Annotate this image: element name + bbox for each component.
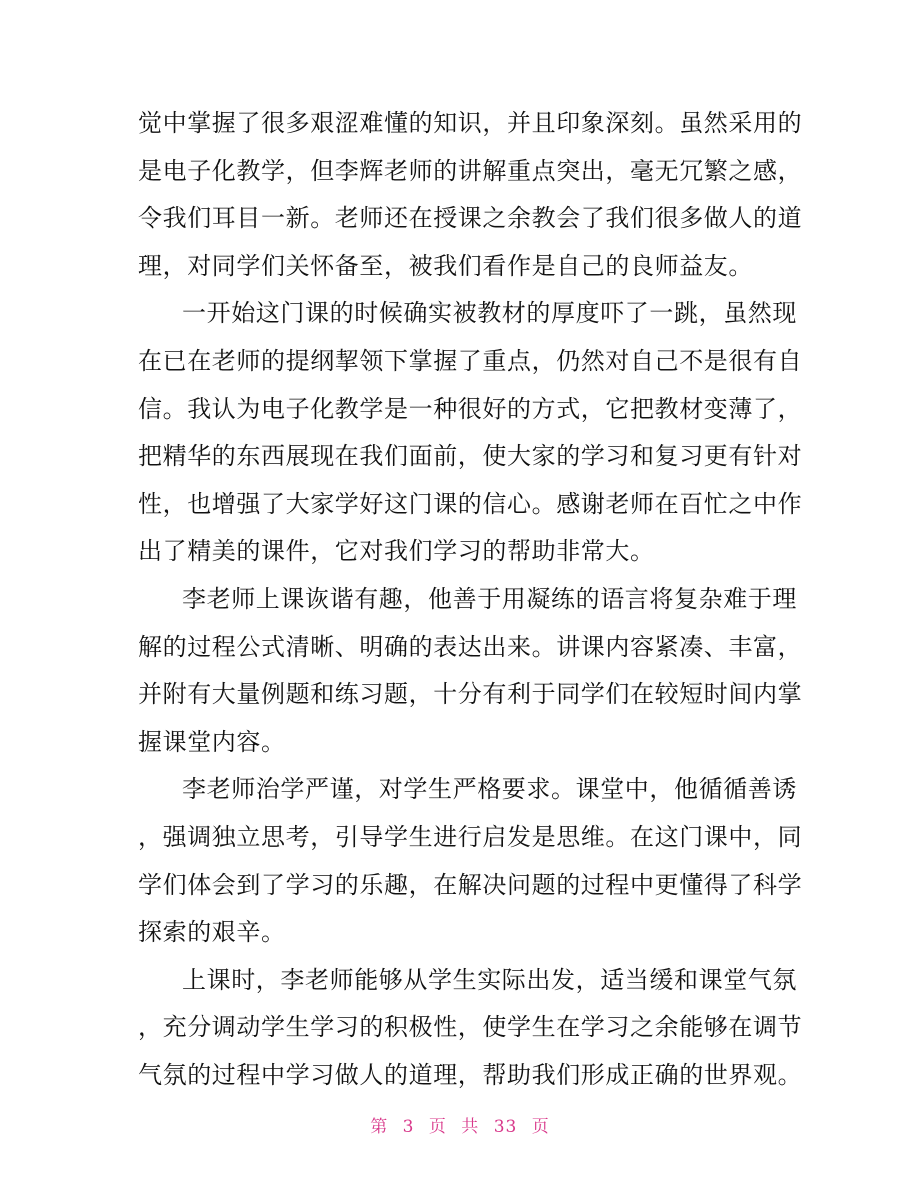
page-footer <box>0 1112 920 1137</box>
text-line: 信。我认为电子化教学是一种很好的方式，它把教材变薄了， <box>138 394 803 423</box>
text-line: 性，也增强了大家学好这门课的信心。感谢老师在百忙之中作 <box>138 489 803 518</box>
text-line: 觉中掌握了很多艰涩难懂的知识，并且印象深刻。虽然采用的 <box>138 109 803 137</box>
footer-current-page: 3 <box>402 1117 415 1137</box>
text-line: 令我们耳目一新。老师还在授课之余教会了我们很多做人的道 <box>138 204 803 233</box>
text-line: 上课时，李老师能够从学生实际出发，适当缓和课堂气氛 <box>182 965 797 994</box>
text-line: 气氛的过程中学习做人的道理，帮助我们形成正确的世界观。 <box>138 1060 803 1089</box>
text-line: ，充分调动学生学习的积极性，使学生在学习之余能够在调节 <box>138 1013 803 1042</box>
footer-label-gong: 共 <box>461 1117 480 1137</box>
text-line: 并附有大量例题和练习题，十分有利于同学们在较短时间内掌 <box>138 680 803 709</box>
text-line: 是电子化教学，但李辉老师的讲解重点突出，毫无冗繁之感， <box>138 156 803 185</box>
footer-label-ye-end: 页 <box>531 1117 550 1137</box>
text-line: 解的过程公式清晰、明确的表达出来。讲课内容紧凑、丰富， <box>138 632 803 661</box>
text-line: 李老师治学严谨，对学生严格要求。课堂中，他循循善诱 <box>182 775 797 804</box>
footer-label-ye: 页 <box>428 1117 447 1137</box>
text-line: 李老师上课诙谐有趣，他善于用凝练的语言将复杂难于理 <box>182 584 797 613</box>
text-line: 把精华的东西展现在我们面前，使大家的学习和复习更有针对 <box>138 442 803 471</box>
text-line: 一开始这门课的时候确实被教材的厚度吓了一跳，虽然现 <box>182 299 797 328</box>
text-line: 探索的艰辛。 <box>138 918 286 947</box>
text-line: 握课堂内容。 <box>138 727 286 756</box>
footer-label-di: 第 <box>370 1117 389 1137</box>
footer-total-pages: 33 <box>493 1117 518 1137</box>
text-line: 学们体会到了学习的乐趣，在解决问题的过程中更懂得了科学 <box>138 870 803 899</box>
body-text <box>138 100 803 1099</box>
text-line: ，强调独立思考，引导学生进行启发是思维。在这门课中，同 <box>138 822 803 851</box>
text-line: 在已在老师的提纲挈领下掌握了重点，仍然对自己不是很有自 <box>138 346 803 375</box>
text-line: 理，对同学们关怀备至，被我们看作是自己的良师益友。 <box>138 251 753 280</box>
text-line: 出了精美的课件，它对我们学习的帮助非常大。 <box>138 537 655 566</box>
